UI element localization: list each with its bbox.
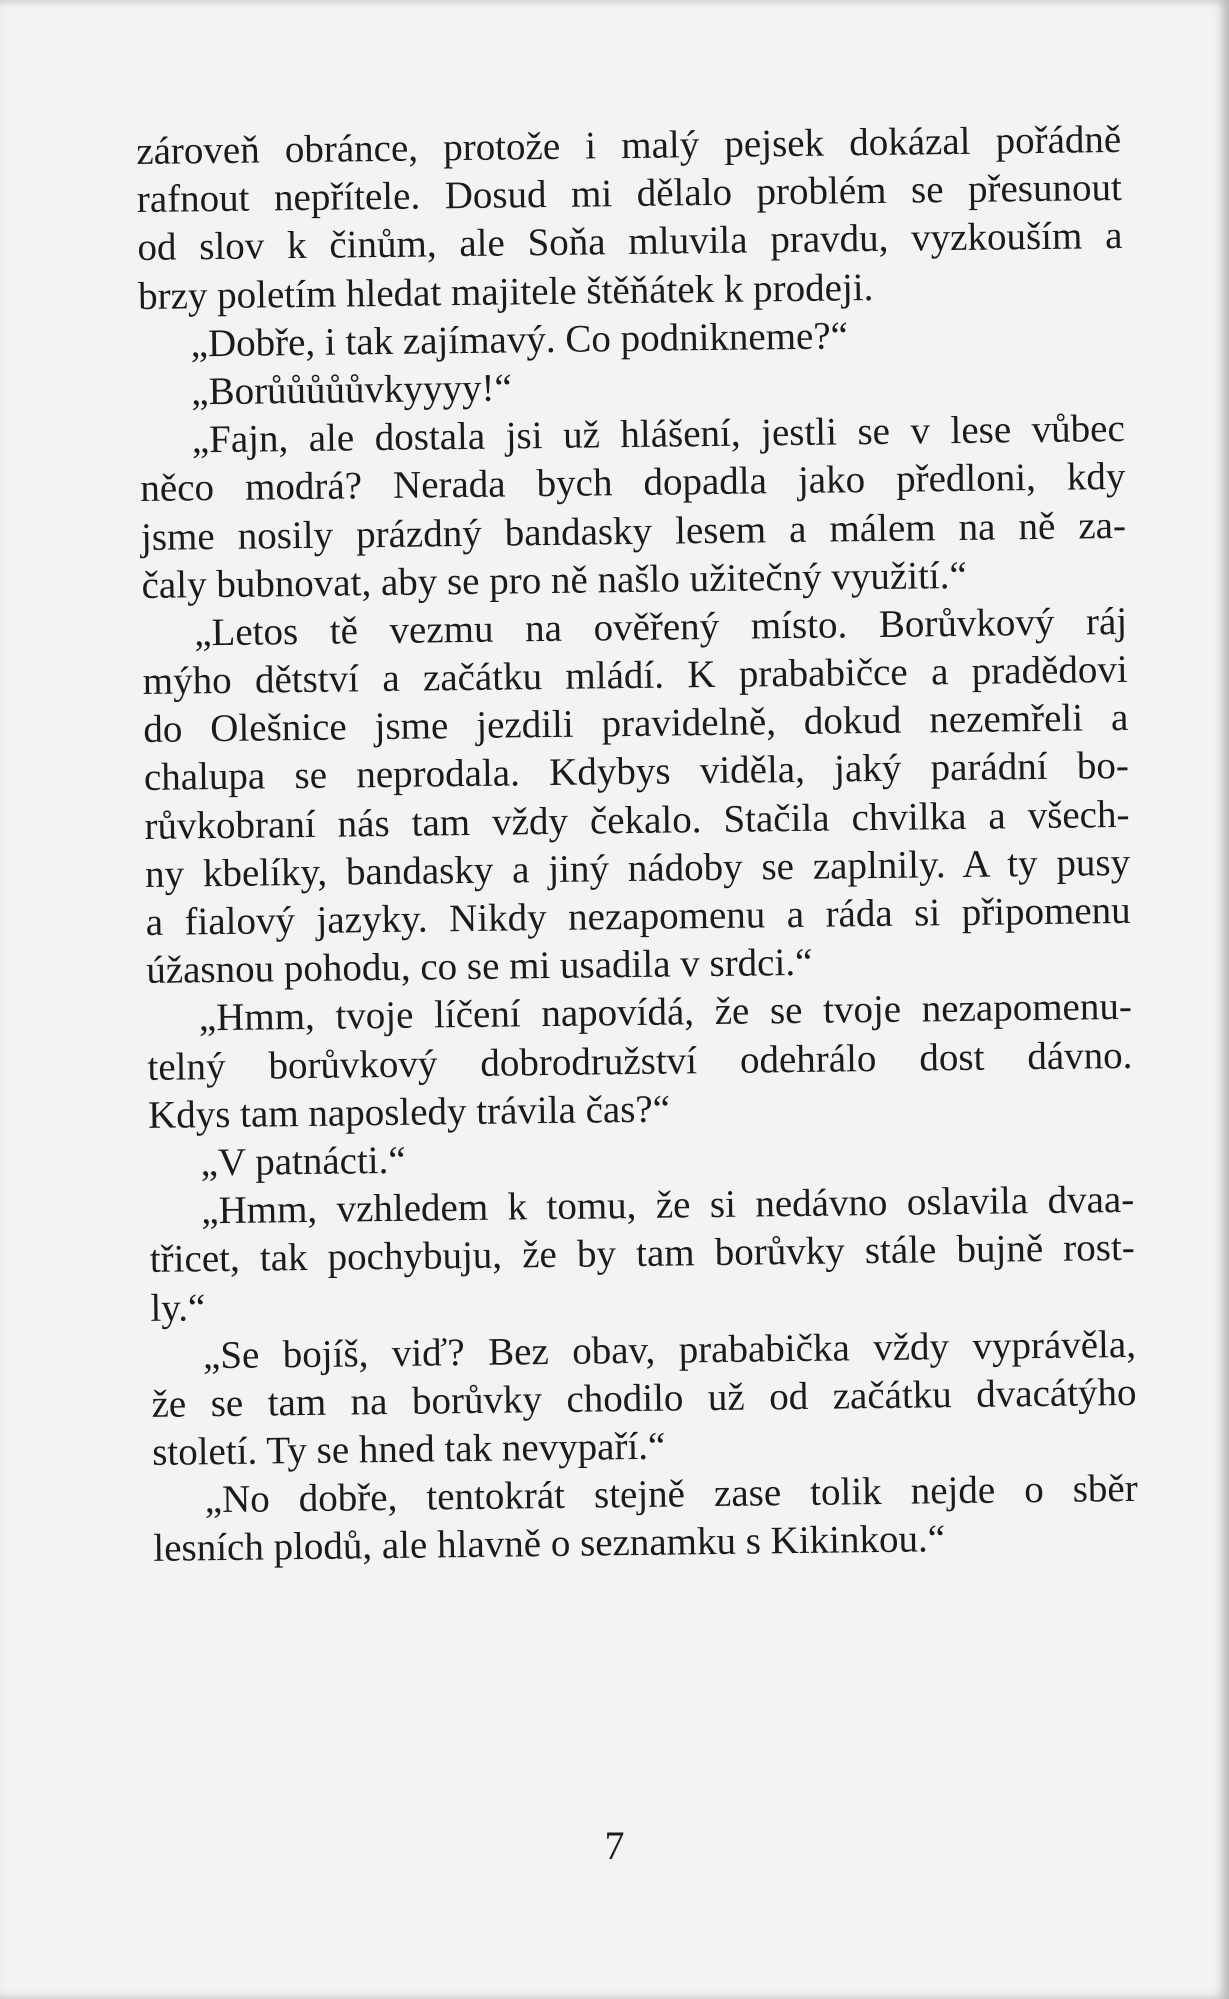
text-line: lesních plodů, ale hlavně o seznamku s Kikinkou.“ [153,1517,946,1571]
text-line: úžasnou pohodu, co se mi usadila v srdci.“ [146,940,813,993]
text-line: mýho dětství a začátku mládí. K prababičce a pradědovi [142,647,1128,704]
text-line: „No dobře, tentokrát stejně zase tolik nejde o sběr [204,1467,1138,1522]
text-line: století. Ty se hned tak nevypaří.“ [151,1424,666,1474]
text-line: jsme nosily prázdný bandasky lesem a málem na ně za- [140,503,1127,559]
text-line: od slov k činům, ale Soňa mluvila pravdu, vyzkouším a [137,214,1123,270]
text-line: „Borůůůůůvkyyyy!“ [190,366,513,414]
text-line: chalupa se neprodala. Kdybys viděla, jaký parádní bo- [143,744,1130,800]
text-line: rafnout nepřítele. Dosud mi dělalo problém se přesunout [136,166,1123,222]
text-line: růvkobraní nás tam vždy čekalo. Stačila chvilka a všech- [144,792,1130,848]
text-line: něco modrá? Nerada bych dopadla jako předloni, kdy [140,455,1126,511]
text-line: „Fajn, ale dostala jsi už hlášení, jestli se v lese vůbec [191,407,1126,462]
text-line: Kdys tam naposledy trávila čas?“ [147,1087,671,1137]
text-line: že se tam na borůvky chodilo už od začátku dvacátýho [151,1370,1137,1426]
text-line: „Hmm, tvoje líčení napovídá, že se tvoje nezapomenu- [198,985,1133,1040]
body-text [136,116,1139,1574]
text-line: „Letos tě vezmu na ověřený místo. Borůvkový ráj [193,599,1128,655]
text-line: a fialový jazyky. Nikdy nezapomenu a ráda si připomenu [145,888,1131,944]
text-line: „Dobře, i tak zajímavý. Co podnikneme?“ [190,314,849,366]
text-line: „Se bojíš, viď? Bez obav, prababička vždy vyprávěla, [202,1322,1137,1377]
text-line: „Hmm, vzhledem k tomu, že si nedávno oslavila dvaa- [200,1178,1135,1233]
text-line: zároveň obránce, protože i malý pejsek dokázal pořádně [136,117,1122,173]
page-number: 7 [604,1823,625,1868]
text-line: čaly bubnovat, aby se pro ně našlo užitečný využití.“ [141,553,968,607]
text-line: třicet, tak pochybuju, že by tam borůvky stále bujně rost- [149,1226,1136,1282]
text-line: telný borůvkový dobrodružství odehrálo dost dávno. [147,1033,1133,1089]
text-line: „V patnácti.“ [200,1138,406,1185]
text-line: ly.“ [150,1285,206,1330]
text-line: ny kbelíky, bandasky a jiný nádoby se zaplnily. A ty pusy [144,840,1131,896]
text-line: brzy poletím hledat majitele štěňátek k prodeji. [137,265,874,318]
text-line: do Olešnice jsme jezdili pravidelně, dokud nezemřeli a [143,696,1129,752]
